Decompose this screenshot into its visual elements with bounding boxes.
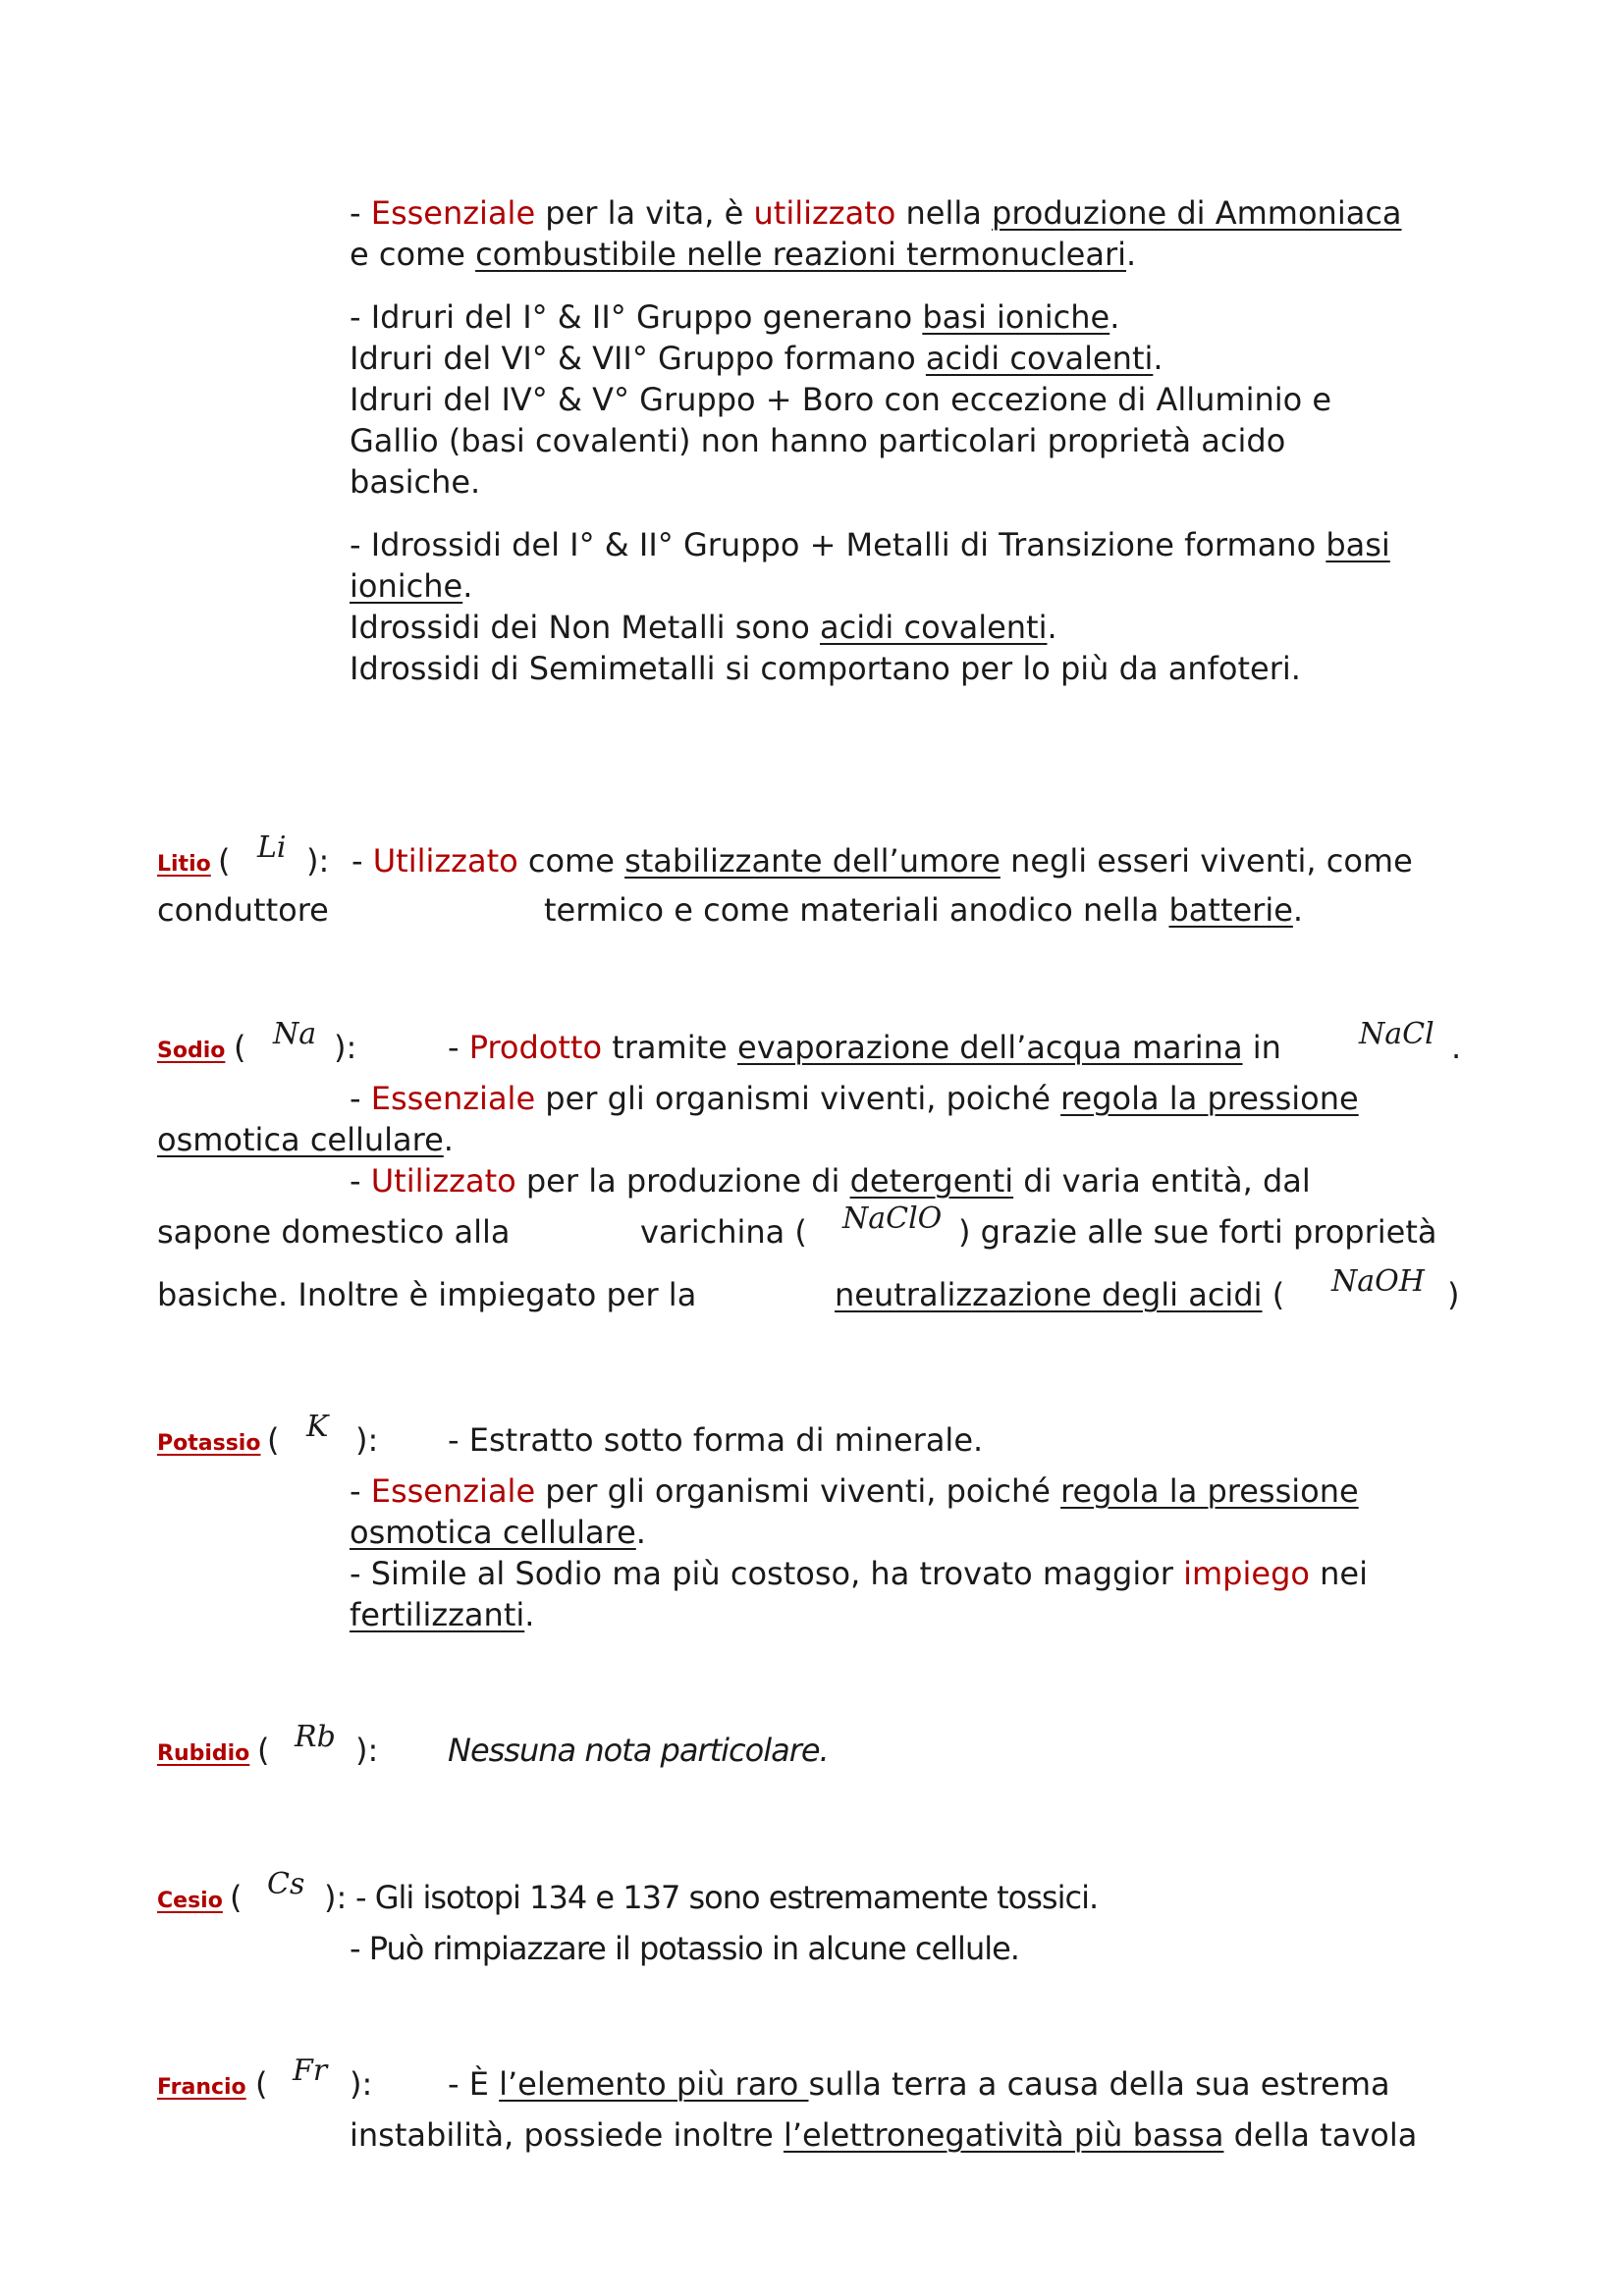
litio-close-paren: ): (306, 842, 330, 880)
potassio-line4: - Simile al Sodio ma più costoso, ha trovato maggior impiego nei (350, 1555, 1368, 1592)
sodio-line5b: varichina ( (640, 1213, 807, 1251)
sodio-label: Sodio (157, 1039, 226, 1063)
sodio-symbol: Na (273, 1017, 317, 1051)
potassio-open-paren: ( (267, 1421, 280, 1459)
intro-p3-line1: - Idrossidi del I° & II° Gruppo + Metalli di Transizione formano basi (350, 526, 1390, 563)
sodio-close-paren: ): (334, 1029, 357, 1066)
potassio-line2: - Essenziale per gli organismi viventi, poiché regola la pressione (350, 1472, 1359, 1510)
cesio-open-paren: ( (230, 1879, 243, 1916)
intro-p3-line4: Idrossidi di Semimetalli si comportano per lo più da anfoteri. (350, 650, 1301, 687)
intro-p2-line1: - Idruri del I° & II° Gruppo generano basi ioniche. (350, 298, 1120, 336)
potassio-line1: - Estratto sotto forma di minerale. (448, 1421, 984, 1459)
sodio-line6c: ) (1447, 1276, 1460, 1313)
francio-close-paren: ): (350, 2065, 373, 2103)
sodio-line6a: basiche. Inoltre è impiegato per la (157, 1276, 697, 1313)
cesio-close-paren: ): (324, 1879, 348, 1916)
litio-line2a: conduttore (157, 891, 329, 929)
sodio-line4: - Utilizzato per la produzione di detergenti di varia entità, dal (350, 1162, 1311, 1200)
francio-symbol: Fr (293, 2054, 328, 2088)
litio-label: Litio (157, 852, 211, 877)
potassio-close-paren: ): (355, 1421, 379, 1459)
litio-line1: - Utilizzato come stabilizzante dell’umore negli esseri viventi, come (352, 842, 1413, 880)
sodio-naoh-formula: NaOH (1331, 1264, 1425, 1299)
potassio-line5: fertilizzanti. (350, 1596, 535, 1633)
francio-line1: - È l’elemento più raro sulla terra a causa della sua estrema (448, 2065, 1390, 2103)
rubidio-label: Rubidio (157, 1741, 250, 1766)
potassio-line3: osmotica cellulare. (350, 1514, 646, 1551)
intro-p1-line1: - Essenziale per la vita, è utilizzato nella produzione di Ammoniaca (350, 194, 1402, 232)
sodio-line1: - Prodotto tramite evaporazione dell’acqua marina in (448, 1029, 1281, 1066)
sodio-line1-end: . (1451, 1029, 1462, 1066)
rubidio-close-paren: ): (355, 1732, 379, 1769)
francio-open-paren: ( (255, 2065, 268, 2103)
sodio-open-paren: ( (234, 1029, 246, 1066)
cesio-symbol: Cs (267, 1867, 305, 1901)
litio-line2b: termico e come materiali anodico nella batterie. (544, 891, 1304, 929)
cesio-line2: - Può rimpiazzare il potassio in alcune cellule. (350, 1930, 1019, 1967)
rubidio-symbol: Rb (295, 1720, 336, 1754)
cesio-label: Cesio (157, 1889, 223, 1913)
rubidio-note: Nessuna nota particolare. (448, 1732, 829, 1769)
sodio-line3: osmotica cellulare. (157, 1121, 454, 1158)
cesio-line1: - Gli isotopi 134 e 137 sono estremamente tossici. (355, 1879, 1099, 1916)
sodio-line5c: ) grazie alle sue forti proprietà (958, 1213, 1437, 1251)
francio-line2: instabilità, possiede inoltre l’elettronegatività più bassa della tavola (350, 2116, 1418, 2154)
litio-symbol: Li (257, 830, 287, 865)
intro-p3-line3: Idrossidi dei Non Metalli sono acidi covalenti. (350, 609, 1057, 646)
intro-p1-line2: e come combustibile nelle reazioni termonucleari. (350, 236, 1137, 273)
litio-open-paren: ( (218, 842, 231, 880)
sodio-line2: - Essenziale per gli organismi viventi, poiché regola la pressione (350, 1080, 1359, 1117)
intro-p3-line2: ioniche. (350, 567, 473, 605)
intro-p2-line5: basiche. (350, 463, 481, 501)
potassio-label: Potassio (157, 1431, 261, 1456)
rubidio-open-paren: ( (257, 1732, 270, 1769)
intro-p2-line3: Idruri del IV° & V° Gruppo + Boro con eccezione di Alluminio e (350, 381, 1332, 418)
sodio-nacl-formula: NaCl (1359, 1017, 1434, 1051)
francio-label: Francio (157, 2075, 246, 2100)
intro-p2-line2: Idruri del VI° & VII° Gruppo formano acidi covalenti. (350, 340, 1163, 377)
sodio-naclo-formula: NaClO (842, 1201, 943, 1236)
intro-p2-line4: Gallio (basi covalenti) non hanno particolari proprietà acido (350, 422, 1286, 459)
sodio-line6b: neutralizzazione degli acidi ( (835, 1276, 1285, 1313)
sodio-line5a: sapone domestico alla (157, 1213, 511, 1251)
potassio-symbol: K (306, 1410, 329, 1444)
